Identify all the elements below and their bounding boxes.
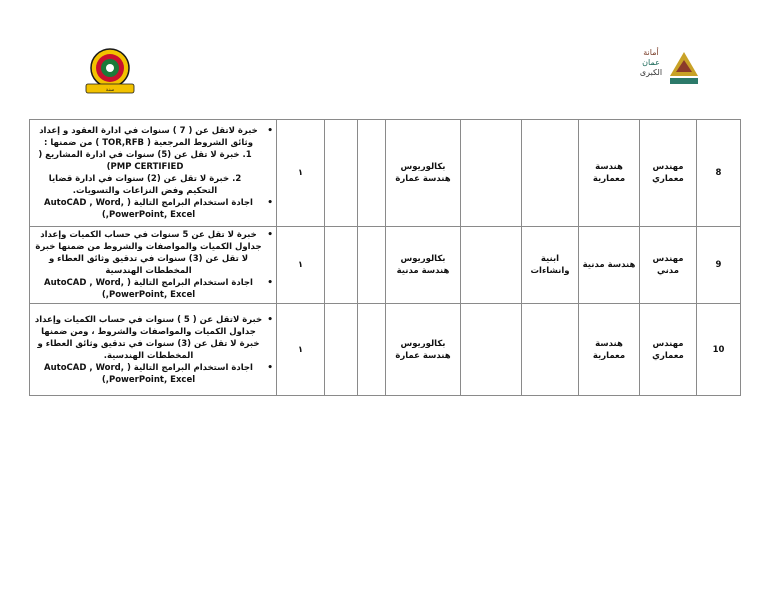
empty-cell	[461, 120, 522, 227]
requirement-item: • اجادة استخدام البرامج التالية ( AutoCAD , Word, PowerPoint, Excel,)	[33, 197, 273, 221]
job-field: هندسة معمارية	[579, 304, 640, 396]
table-row	[30, 120, 741, 227]
job-department: ابنية وانشاءات	[522, 227, 579, 304]
job-department	[522, 304, 579, 396]
job-count: ١	[277, 304, 325, 396]
job-degree: بكالوريوس هندسة عمارة	[386, 120, 461, 227]
job-requirements	[30, 304, 277, 396]
table-row	[30, 304, 741, 396]
row-number: 10	[697, 304, 741, 396]
empty-cell	[358, 304, 386, 396]
logo-line-2: عمان	[642, 58, 660, 67]
empty-cell	[461, 304, 522, 396]
empty-cell	[358, 120, 386, 227]
empty-cell	[325, 304, 358, 396]
job-title: مهندس معماري	[640, 120, 697, 227]
job-degree: بكالوريوس هندسة مدنية	[386, 227, 461, 304]
requirement-item: 2. خبرة لا تقل عن (2) سنوات في ادارة قضايا التحكيم وفض النزاعات والتسويات.	[48, 174, 242, 196]
job-requirements	[30, 227, 277, 304]
emblem-logo	[82, 46, 138, 98]
requirement-item: • خبرة لا تقل عن 5 سنوات في حساب الكميات وإعداد جداول الكميات والمواصفات والشروط من ضمنها خبرة لا تقل عن (3) سنوات في تدقيق وثائق العطاء و المخططات الهندسية	[33, 229, 273, 277]
job-title: مهندس معماري	[640, 304, 697, 396]
logo-line-3: الكبرى	[639, 68, 663, 77]
job-degree: بكالوريوس هندسة عمارة	[386, 304, 461, 396]
requirement-item: • اجادة استخدام البرامج التالية ( AutoCAD , Word, PowerPoint, Excel,)	[33, 362, 273, 386]
amman-municipality-logo	[634, 46, 700, 86]
requirement-item: 1. خبرة لا تقل عن (5) سنوات في ادارة المشاريع ( PMP CERTIFIED)	[38, 150, 252, 172]
table-row	[30, 227, 741, 304]
job-field: هندسة معمارية	[579, 120, 640, 227]
row-number: 9	[697, 227, 741, 304]
job-count: ١	[277, 227, 325, 304]
jobs-table	[29, 119, 741, 396]
requirement-item: • خبرة لاتقل عن ( 5 ) سنوات في حساب الكميات وإعداد جداول الكميات والمواصفات والشروط ، ومن ضمنها خبرة لا تقل عن (3) سنوات في تدقيق وثائق العطاء و المخططات الهندسية.	[33, 314, 273, 362]
requirement-item: • خبرة لاتقل عن ( 7 ) سنوات في ادارة العقود و إعداد وثائق الشروط المرجعية ( TOR,RFB ) من ضمنها :	[33, 125, 273, 149]
job-count: ١	[277, 120, 325, 227]
row-number: 8	[697, 120, 741, 227]
job-department	[522, 120, 579, 227]
emblem-caption: سنة	[105, 87, 115, 93]
empty-cell	[461, 227, 522, 304]
job-title: مهندس مدني	[640, 227, 697, 304]
requirement-item: • اجادة استخدام البرامج التالية ( AutoCAD , Word, PowerPoint, Excel,)	[33, 277, 273, 301]
logo-line-1: أمانة	[643, 48, 659, 57]
job-requirements	[30, 120, 277, 227]
job-field: هندسة مدنية	[579, 227, 640, 304]
empty-cell	[325, 227, 358, 304]
empty-cell	[325, 120, 358, 227]
empty-cell	[358, 227, 386, 304]
